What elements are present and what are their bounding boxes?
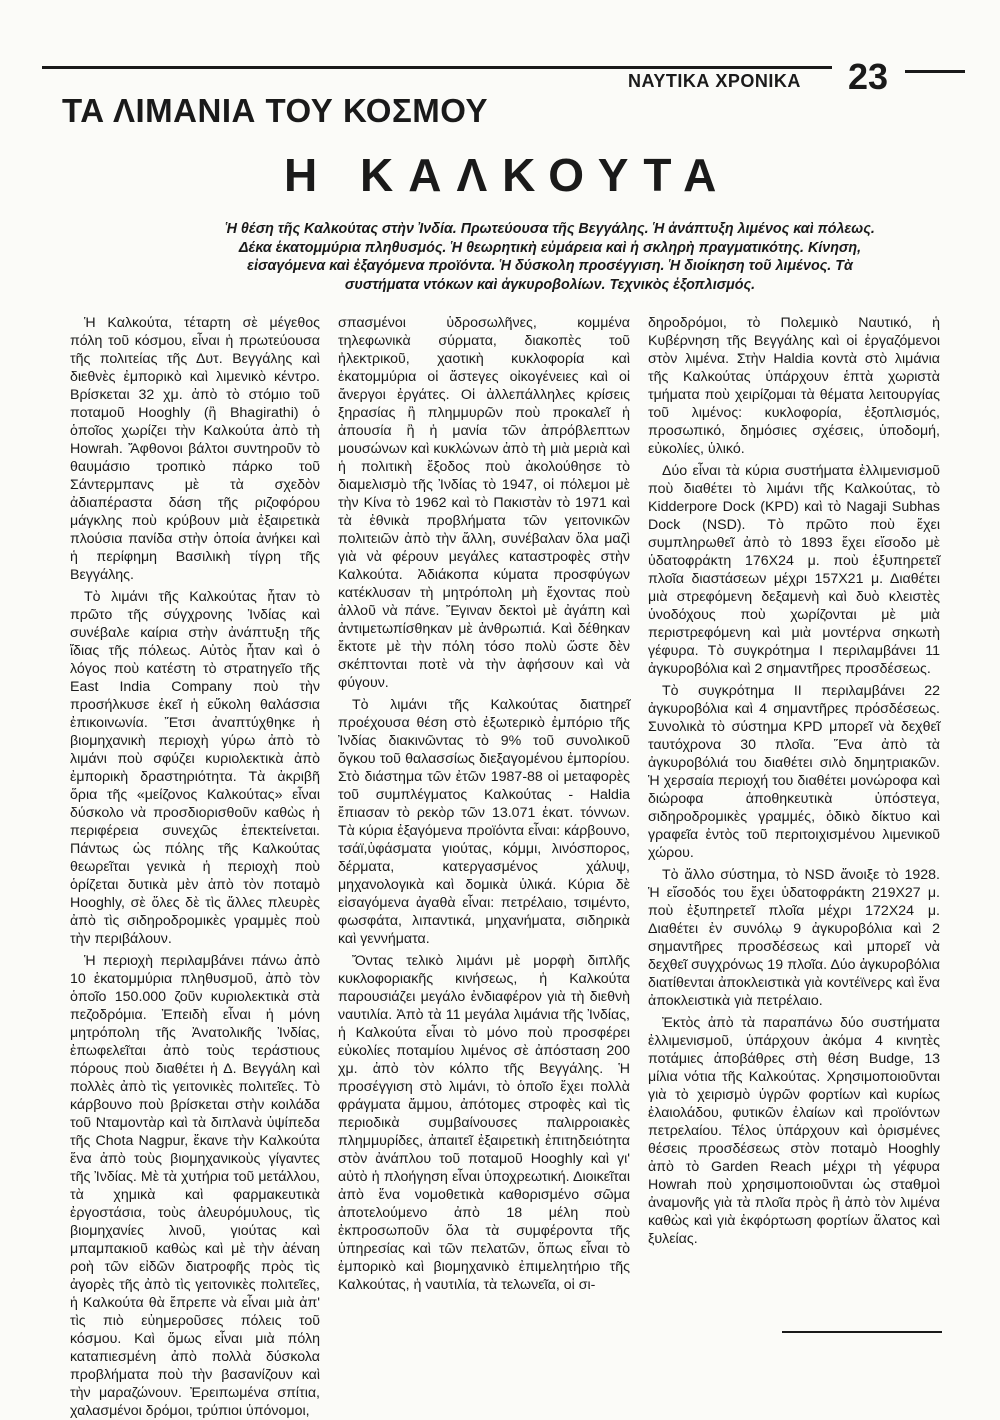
column-1 [70, 314, 320, 1420]
paragraph: δηροδρόμοι, τὸ Πολεμικὸ Ναυτικό, ἡ Κυβέρνηση τῆς Βεγγάλης καὶ οἱ ἐργαζόμενοι στὸν λιμένα. Στὴν Haldia κοντὰ στὸ λιμάνια τῆς Καλκούτας ὑπάρχουν ἑπτὰ χωριστὰ τμήματα ποὺ χειρίζομαι τὰ θέματα λειτουργίας τοῦ λιμένος: κυκλοφορία, ἐξοπλισμός, προσωπικό, δημόσιες σχέσεις, ὑποδομή, εὐκολίες, ὑλικό. [648, 315, 940, 457]
paragraph: Τὸ ἄλλο σύστημα, τὸ NSD ἄνοιξε τὸ 1928. Ἡ εἴσοδός του ἔχει ὑδατοφράκτη 219Χ27 μ. ποὺ ἐξυπηρετεῖ πλοῖα μέχρι 172Χ24 μ. Διαθέτει ἐν συνόλῳ 9 ἀγκυροβόλια καὶ 2 σημαντῆρες προσδέσεως καὶ μπορεῖ νὰ δεχθεῖ συγχρόνως 19 πλοῖα. Δύο ἀγκυροβόλια διατίθενται ἀποκλειστικὰ γιὰ κοντέϊνερς καὶ ἕνα ἀποκλειστικὰ γιὰ πετρέλαιο. [648, 867, 940, 1009]
paragraph: Ἐκτὸς ἀπὸ τὰ παραπάνω δύο συστήματα ἐλλιμενισμοῦ, ὑπάρχουν ἀκόμα 4 κινητὲς ποτάμιες ἀποβάθρες στὴ θέση Budge, 13 μίλια νότια τῆς Καλκούτας. Χρησιμοποιοῦνται γιὰ τὸ χειρισμὸ ὑγρῶν φορτίων καὶ κυρίως ἐλαιολάδου, φυτικῶν ἐλαίων καὶ προϊόντων πετρελαίου. Τέλος ὑπάρχουν καὶ ὁρισμένες θέσεις προσδέσεως στὸν ποταμὸ Hooghly ἀπὸ τὸ Garden Reach μέχρι τὴ γέφυρα Howrah ποὺ χρησιμοποιοῦνται ὡς σταθμοὶ ἀναμονῆς γιὰ τὰ πλοῖα πρὸς ἢ ἀπὸ τὸν λιμένα καθὼς καὶ γιὰ ἐκφόρτωση φορτίων ἅλατος καὶ ξυλείας. [648, 1015, 940, 1247]
paragraph: Τὸ συγκρότημα ΙΙ περιλαμβάνει 22 ἀγκυροβόλια καὶ 4 σημαντῆρες πρόσδέσεως. Συνολικὰ τὸ σύστημα KPD μπορεῖ νὰ δεχθεῖ ταυτόχρονα 30 πλοῖα. Ἕνα ἀπὸ τὰ ἀγκυροβόλιά του διαθέτει σιλὸ δημητριακῶν. Ἡ χερσαία περιοχή του διαθέτει μονώροφα καὶ διώροφα ἀποθηκευτικὰ ὑπόστεγα, σιδηροδρομικὲς γραμμές, ὁδικὸ δίκτυο καὶ γραφεῖα ἐντὸς τοῦ περιτοιχισμένου λιμενικοῦ χώρου. [648, 683, 940, 861]
paragraph: Τὸ λιμάνι τῆς Καλκούτας ἦταν τὸ πρῶτο τῆς σύγχρονης Ἰνδίας καὶ συνέβαλε καίρια στὴν ἀνάπτυξη τῆς ἴδιας τῆς πόλεως. Αὐτὸς ἦταν καὶ ὁ λόγος ποὺ κατέστη τὸ στρατηγεῖο τῆς East India Company ποὺ τὴν προσήλκυσε ἐκεῖ ἡ εὔκολη θαλάσσια ἐπικοινωνία. Ἔτσι ἀναπτύχθηκε ἡ βιομηχανικὴ περιοχὴ γύρω ἀπὸ τὸ λιμάνι ποὺ σφύζει κυριολεκτικὰ ἀπὸ ἐμπορικὴ δραστηριότητα. Τὰ ἀκριβῆ ὅρια τῆς «μείζονος Καλκούτας» εἶναι δύσκολο νὰ προσδιορισθοῦν καθὼς ἡ περιφέρεια συνεχῶς ἐπεκτείνεται. Πάντως ὡς πόλης τῆς Καλκούτας θεωρεῖται γενικὰ ἡ περιοχὴ ποὺ ὁρίζεται δυτικὰ μὲν ἀπὸ τὸν ποταμὸ Hooghly, σὲ ὅλες δὲ τὶς ἄλλες πλευρὲς ἀπὸ τὶς σιδηροδρομικὲς γραμμὲς ποὺ τὴν περιβάλουν. [70, 589, 320, 947]
end-of-article-rule [782, 1331, 942, 1333]
column-2 [338, 314, 630, 1294]
paragraph: Τὸ λιμάνι τῆς Καλκούτας διατηρεῖ προέχουσα θέση στὸ ἐξωτερικὸ ἐμπόριο τῆς Ἰνδίας διακινῶντας τὸ 9% τοῦ συνολικοῦ ὄγκου τοῦ θαλασσίως διεξαγομένου ἐμπορίου. Στὸ διάστημα τῶν ἐτῶν 1987-88 οἱ μεταφορὲς τοῦ συμπλέγματος Καλκούτας - Haldia ἔπιασαν τὸ ρεκὸρ τῶν 13.071 ἑκατ. τόννων. Τὰ κύρια ἐξαγόμενα προϊόντα εἶναι: κάρβουνο, τσάϊ,ὑφάσματα γιούτας, κόμμι, λινόσπορος, δέρματα, κατεργασμένος χάλυψ, μηχανολογικὰ καὶ δομικὰ ὑλικά. Κύρια δὲ εἰσαγόμενα ἀγαθὰ εἶναι: πετρέλαιο, τσιμέντο, φωσφάτα, λιπαντικά, μηχανήματα, σιδηρικὰ καὶ γεννήματα. [338, 697, 630, 947]
paragraph: Δύο εἶναι τὰ κύρια συστήματα ἐλλιμενισμοῦ ποὺ διαθέτει τὸ λιμάνι τῆς Καλκούτας, τὸ Kidderpore Dock (KPD) καὶ τὸ Nagaji Subhas Dock (NSD). Τὸ πρῶτο ποὺ ἔχει συμπληρωθεῖ ἀπὸ τὸ 1893 ἔχει εἴσοδο μὲ ὑδατοφράκτη 176Χ24 μ. ποὺ ἐξυπηρετεῖ πλοῖα διαστάσεων μέχρι 157Χ21 μ. Διαθέτει μιὰ στρεφόμενη δεξαμενὴ καὶ δυὸ κλειστὲς ὑνοδόχους ποὺ χωρίζονται μὲ μιὰ περιστρεφόμενη καὶ μιὰ μοντέρνα σηκωτὴ γέφυρα. Τὸ συγκρότημα Ι περιλαμβάνει 11 ἀγκυροβόλια καὶ 2 σημαντῆρες προσδέσεως. [648, 463, 940, 677]
magazine-name: ΝΑΥΤΙΚΑ ΧΡΟΝΙΚΑ [628, 71, 801, 91]
paragraph: Ἡ περιοχὴ περιλαμβάνει πάνω ἀπὸ 10 ἑκατομμύρια πληθυσμοῦ, ἀπὸ τὸν ὁποῖο 150.000 ζοῦν κυριολεκτικὰ στὰ πεζοδρόμια. Ἐπειδὴ εἶναι ἡ μόνη μητρόπολη τῆς Ἀνατολικῆς Ἰνδίας, ἐπωφελεῖται ἀπὸ τοὺς τεράστιους πόρους ποὺ διαθέτει ἡ Δ. Βεγγάλη καὶ πολλὲς ἀπὸ τὶς γειτονικὲς πολιτεῖες. Τὸ κάρβουνο ποὺ βρίσκεται στὴν κοιλάδα τοῦ Νταμοντὰρ καὶ τὰ διπλανὰ ὑψίπεδα τῆς Chota Nagpur, ἔκανε τὴν Καλκούτα ἕνα ἀπὸ τοὺς βιομηχανικοὺς γίγαντες τῆς Ἰνδίας. Μὲ τὰ χυτήρια τοῦ μετάλλου, τὰ χημικὰ καὶ φαρμακευτικὰ ἐργοστάσια, τοὺς ἀλευρόμυλους, τὶς βιομηχανίες λινοῦ, γιούτας καὶ μπαμπακιοῦ καθὼς καὶ μὲ τὴν ἀέναη ροὴ τῶν εἰδῶν διατροφῆς πρὸς τὶς ἀγορὲς τῆς ἀπὸ τὶς γειτονικὲς πολιτεῖες, ἡ Καλκούτα θὰ ἔπρεπε νὰ εἶναι μιὰ ἀπ' τὶς πιὸ εὐημεροῦσες πόλεις τοῦ κόσμου. Καὶ ὅμως εἶναι μιὰ πόλη καταπιεσμένη ἀπὸ πολλὰ δύσκολα προβλήματα ποὺ τὴν βασανίζουν καὶ τὴν μαραζώνουν. Ἐρειπωμένα σπίτια, χαλασμένοι δρόμοι, τρύπιοι ὑπόνομοι, [70, 953, 320, 1419]
header-rule-right [905, 70, 965, 73]
article-lead: Ἡ θέση τῆς Καλκούτας στὴν Ἰνδία. Πρωτεύουσα τῆς Βεγγάλης. Ἡ ἀνάπτυξη λιμένος καὶ πόλεως. Δέκα ἑκατομμύρια πληθυσμός. Ἡ θεωρητικὴ εὐμάρεια καὶ ἡ σκληρὴ πραγματικότης. Κίνηση, εἰσαγόμενα καὶ ἐξαγόμενα προϊόντα. Ἡ δύσκολη προσέγγιση. Ἡ διοίκηση τοῦ λιμένος. Τὰ συστήματα ντόκων καὶ ἀγκυροβολίων. Τεχνικὸς ἐξοπλισμός. [225, 221, 875, 293]
paragraph: Ὄντας τελικὸ λιμάνι μὲ μορφὴ διπλῆς κυκλοφοριακῆς κινήσεως, ἡ Καλκούτα παρουσιάζει μεγάλο ἐνδιαφέρον γιὰ τὴ διεθνὴ ναυτιλία. Ἀπὸ τὰ 11 μεγάλα λιμάνια τῆς Ἰνδίας, ἡ Καλκούτα εἶναι τὸ μόνο ποὺ προσφέρει εὐκολίες ποταμίου λιμένος σὲ ἀπόσταση 200 χμ. ἀπὸ τὸν κόλπο τῆς Βεγγάλης. Ἡ προσέγγιση στὸ λιμάνι, τὸ ὁποῖο ἔχει πολλὰ φράγματα ἄμμου, ἀπότομες στροφὲς καὶ τὶς περιοδικὰ συμβαίνουσες παλιρροιακὲς πλημμυρίδες, ἀπαιτεῖ ἐξαιρετικὴ ἐπιτηδειότητα στὸν ἀνάπλου τοῦ ποταμοῦ Hooghly καὶ γι' αὐτὸ ἡ πλοήγηση εἶναι ὑποχρεωτική. Διοικεῖται ἀπὸ ἕνα νομοθετικὰ καθορισμένο σῶμα ἀποτελούμενο ἀπὸ 18 μέλη ποὺ ἐκπροσωποῦν ὅλα τὰ συμφέροντα τῆς ὑπηρεσίας καὶ τῶν πελατῶν, ὅπως εἶναι τὸ ἐμπορικὸ καὶ βιομηχανικὸ ἐπιμελητήριο τῆς Καλκούτας, ἡ ναυτιλία, τὰ τελωνεῖα, οἱ σι- [338, 953, 630, 1293]
article-title: Η ΚΑΛΚΟΥΤΑ [284, 149, 732, 201]
header-rule-left [42, 66, 832, 69]
section-title: ΤΑ ΛΙΜΑΝΙΑ ΤΟΥ ΚΟΣΜΟΥ [62, 92, 489, 129]
page-number: 23 [848, 56, 889, 97]
paragraph: Ἡ Καλκούτα, τέταρτη σὲ μέγεθος πόλη τοῦ κόσμου, εἶναι ἡ πρωτεύουσα τῆς πολιτείας τῆς Δυτ. Βεγγάλης καὶ διεθνὲς ἐμπορικὸ καὶ λιμενικὸ κέντρο. Βρίσκεται 32 χμ. ἀπὸ τὸ στόμιο τοῦ ποταμοῦ Hooghly (ἢ Bhagirathi) ὁ ὁποῖος χωρίζει τὴν Καλκούτα ἀπὸ τὴ Howrah. Ἄφθονοι βάλτοι συντηροῦν τὸ θαυμάσιο τροπικὸ πάρκο τοῦ Σάντερμπανς μὲ τὰ σχεδὸν ἀδιαπέραστα δάση τῆς ριζοφόρου μάγκλης ποὺ κρύβουν μιὰ ἐξαιρετικὰ πλούσια πανίδα στὴν ὁποία ἀνήκει καὶ ἡ περίφημη Βασιλικὴ τίγρη τῆς Βεγγάλης. [70, 315, 320, 583]
column-3 [648, 314, 940, 1248]
paragraph: σπασμένοι ὑδροσωλῆνες, κομμένα τηλεφωνικὰ σύρματα, διακοπὲς τοῦ ἠλεκτρικοῦ, χαοτικὴ κυκλοφορία καὶ ἑκατομμύρια οἱ ἄστεγες οἰκογένειες καὶ οἱ ἄνεργοι ἐργάτες. Οἱ ἀλλεπάλληλες κρίσεις ξηρασίας ἢ πλημμυρῶν ποὺ προκαλεῖ ἡ ἀπουσία ἢ ἡ μανία τῶν ἀπρόβλεπτων μουσώνων καὶ κυκλώνων ἀπὸ τὴ μιὰ μεριὰ καὶ ἡ πολιτικὴ ἔξοδος ποὺ ἀκολούθησε τὸ διαμελισμὸ τῆς Ἰνδίας τὸ 1947, οἱ πόλεμοι μὲ τὴν Κίνα τὸ 1962 καὶ τὸ Πακιστὰν τὸ 1971 καὶ τὰ ἐθνικὰ προβλήματα τῶν γειτονικῶν πολιτειῶν ἀπὸ τὴν ἄλλη, συνέβαλαν ὅλα μαζὶ γιὰ νὰ φέρουν μεγάλες καταστροφὲς στὴν Καλκούτα. Ἀδιάκοπα κύματα προσφύγων κατέκλυσαν τὴ μητρόπολη μὴ ἔχοντας ποὺ ἀλλοῦ νὰ πάνε. Ἔγιναν δεκτοὶ μὲ ἀγάπη καὶ ἀντιμετωπίσθηκαν μὲ ἀνθρωπιά. Καὶ δέθηκαν ἔκτοτε μὲ τὴν πόλη τόσο πολὺ ὥστε δὲν σκέπτονται ποτὲ νὰ τὴν ἀφήσουν καὶ νὰ φύγουν. [338, 315, 630, 691]
